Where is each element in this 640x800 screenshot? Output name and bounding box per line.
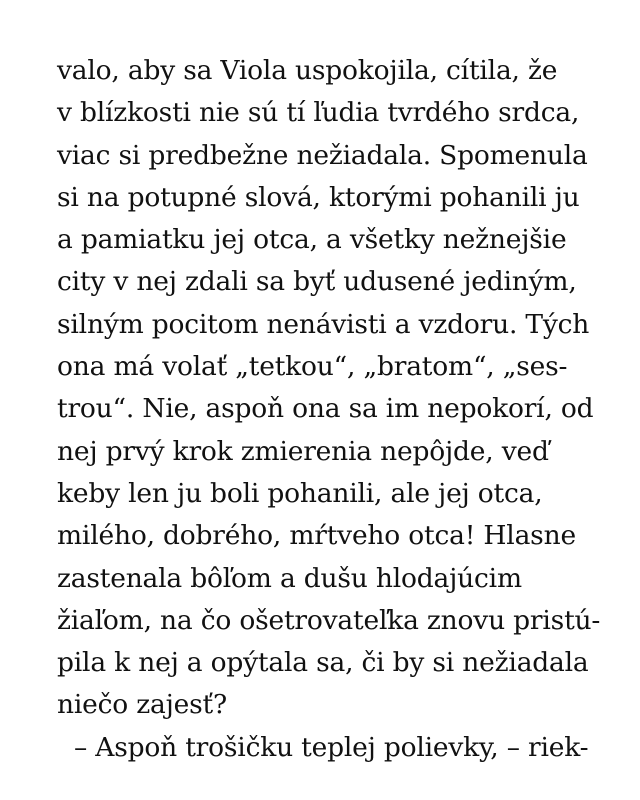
text-line: silným pocitom nenávisti a vzdoru. Tých <box>57 308 590 340</box>
text-line: trou“. Nie, aspoň ona sa im nepokorí, od <box>57 393 594 425</box>
text-line: žiaľom, na čo ošetrovateľka znovu pristú- <box>57 604 601 636</box>
text-line: viac si predbežne nežiadala. Spomenula <box>57 139 588 171</box>
text-line: milého, dobrého, mŕtveho otca! Hlasne <box>57 520 576 552</box>
text-line: si na potupné slová, ktorými pohanili ju <box>57 181 580 213</box>
text-line: zastenala bôľom a dušu hlodajúcim <box>57 562 522 594</box>
text-line: city v nej zdali sa byť udusené jediným, <box>57 266 577 298</box>
text-line: valo, aby sa Viola uspokojila, cítila, že <box>57 55 558 86</box>
text-line: a pamiatku jej otca, a všetky nežnejšie <box>57 224 567 256</box>
text-line: niečo zajesť? <box>57 689 227 721</box>
text-line: pila k nej a opýtala sa, či by si nežiadala <box>57 647 589 679</box>
text-line: keby len ju boli pohanili, ale jej otca, <box>57 477 543 509</box>
text-line: ona má volať „tetkou“, „bratom“, „ses- <box>57 351 568 383</box>
text-line: v blízkosti nie sú tí ľudia tvrdého srdca, <box>57 97 580 129</box>
text-line: nej prvý krok zmierenia nepôjde, veď <box>57 435 549 467</box>
dialogue-line: – Aspoň trošičku teplej polievky, – riek- <box>74 731 589 763</box>
body-text <box>57 50 601 769</box>
